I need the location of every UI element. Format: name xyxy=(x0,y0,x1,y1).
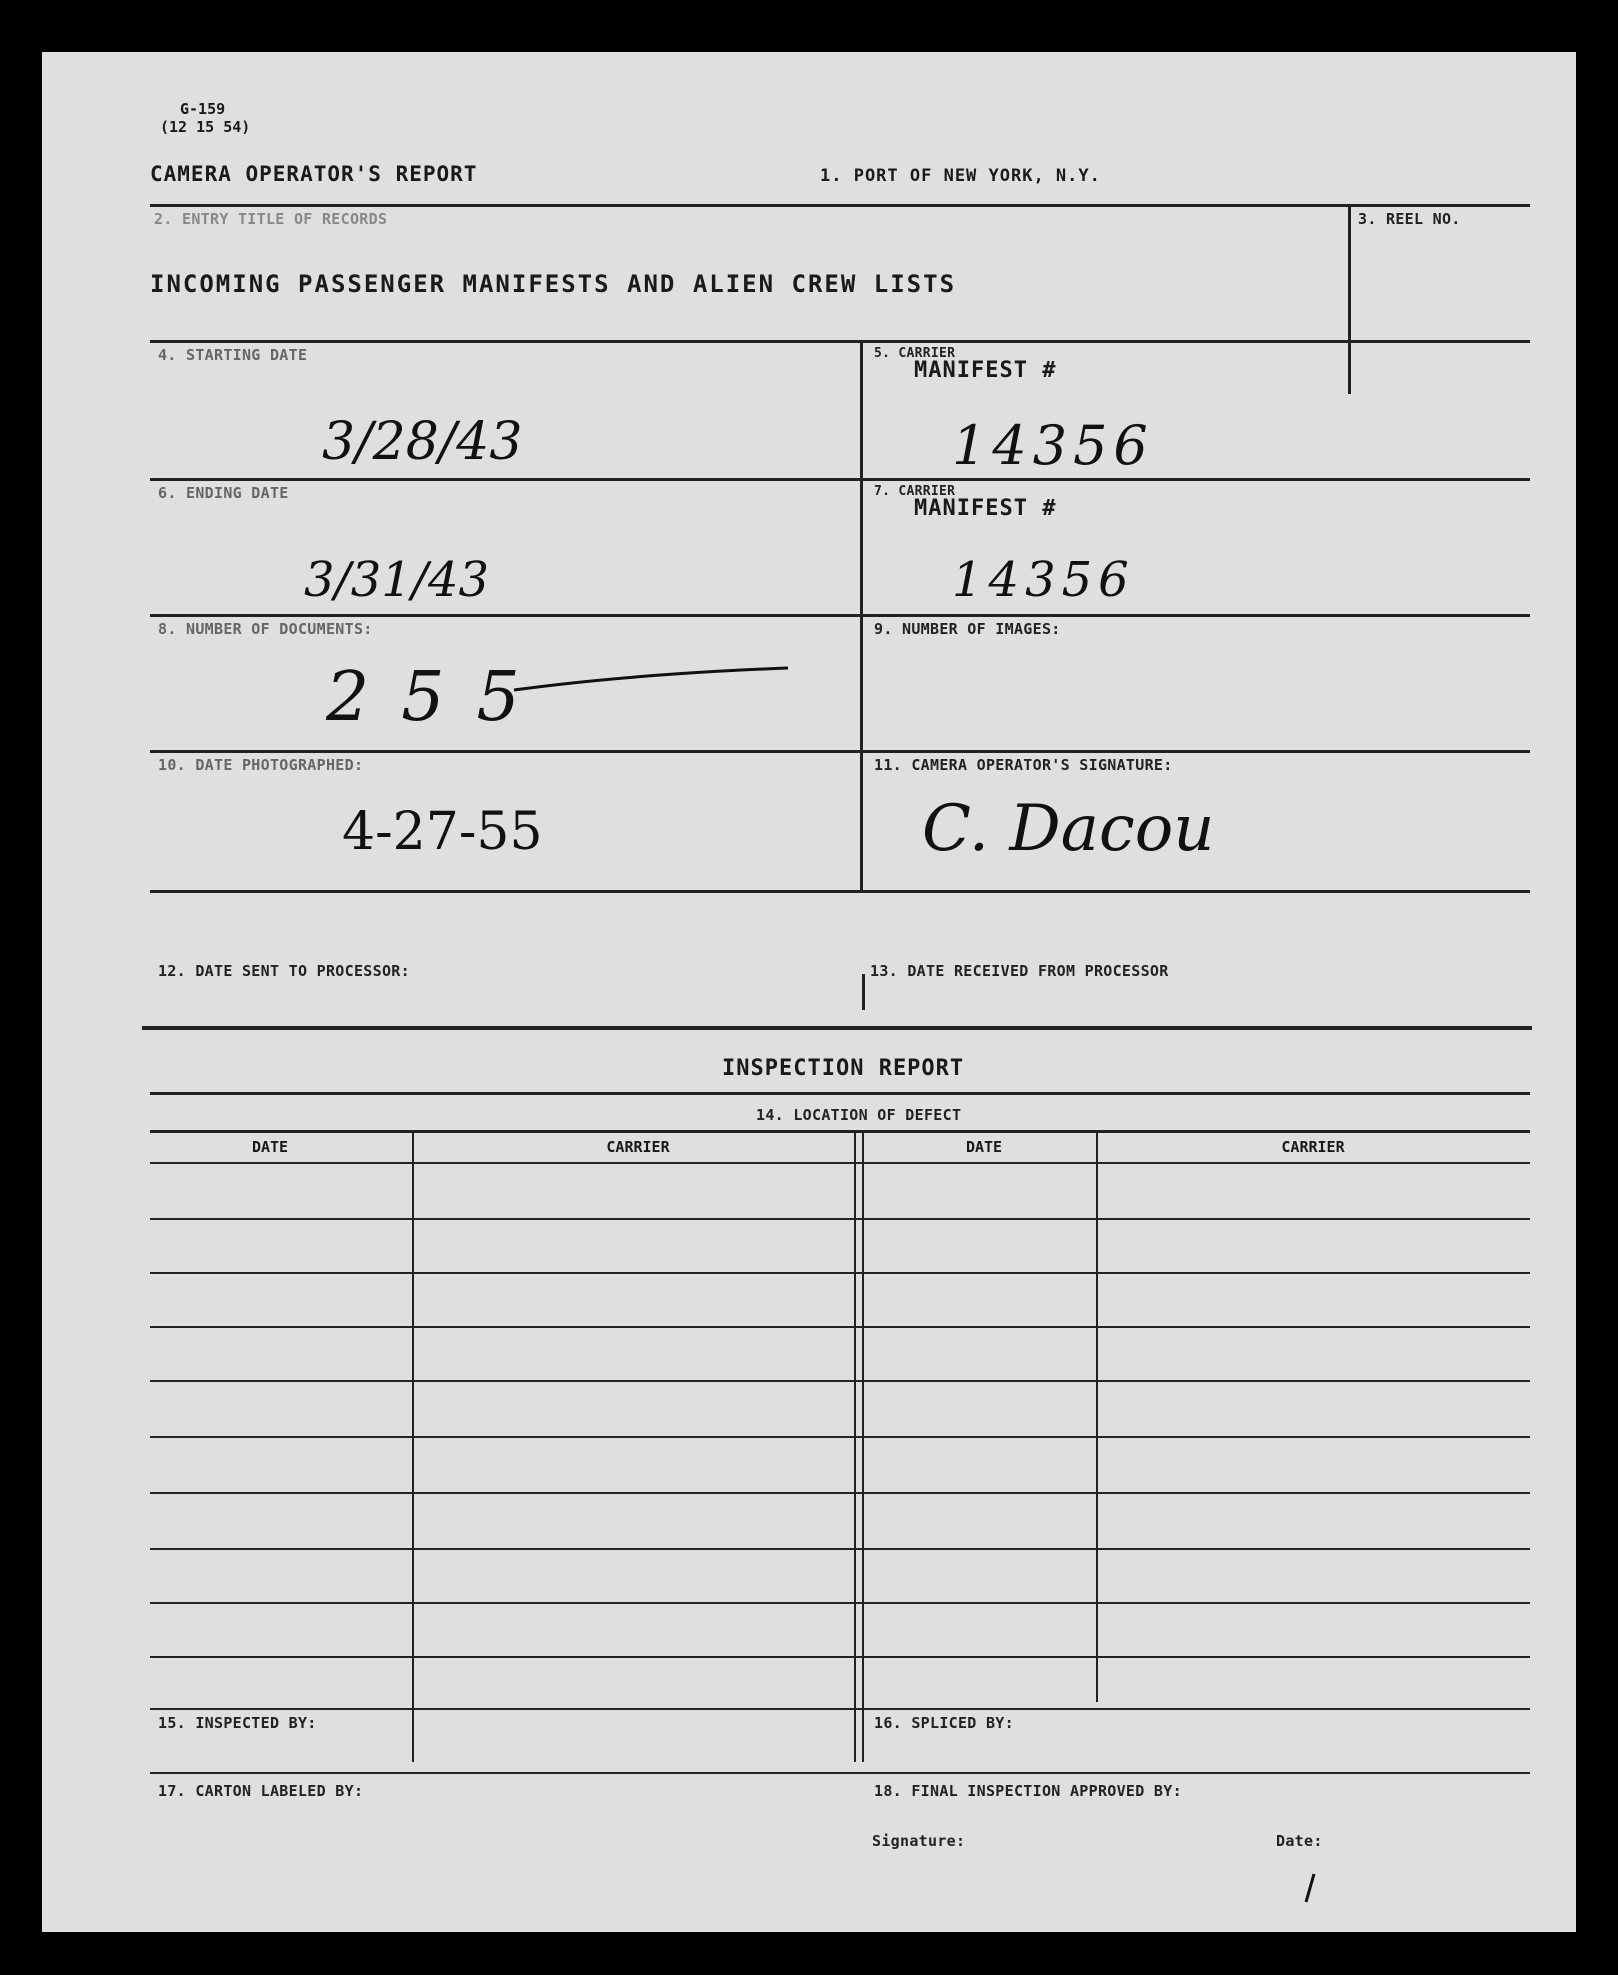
form-page xyxy=(42,52,1576,1932)
column-header-date-2: DATE xyxy=(965,1138,1003,1156)
starting-date-label: 4. STARTING DATE xyxy=(158,346,308,364)
column-header-carrier-1: CARRIER xyxy=(606,1138,670,1156)
handwritten-stroke xyxy=(512,664,792,694)
num-docs-value: 255 xyxy=(326,658,552,737)
carrier5-value: 14356 xyxy=(952,414,1154,477)
starting-date-value: 3/28/43 xyxy=(322,412,523,472)
date-photographed-label: 10. DATE PHOTOGRAPHED: xyxy=(158,756,364,774)
carton-labeled-by-label: 17. CARTON LABELED BY: xyxy=(158,1782,364,1800)
num-images-label: 9. NUMBER OF IMAGES: xyxy=(874,620,1061,638)
final-inspection-label: 18. FINAL INSPECTION APPROVED BY: xyxy=(874,1782,1182,1800)
inspection-heading: INSPECTION REPORT xyxy=(722,1056,965,1081)
title-label: 2. ENTRY TITLE OF RECORDS xyxy=(154,210,388,228)
carrier5-type: MANIFEST # xyxy=(914,358,1057,383)
carrier5-label: 5. CARRIER xyxy=(874,346,956,361)
handwritten-mark xyxy=(1300,1872,1320,1906)
title-value: INCOMING PASSENGER MANIFESTS AND ALIEN CREW LISTS xyxy=(150,270,957,298)
port-of-entry: 1. PORT OF NEW YORK, N.Y. xyxy=(820,166,1101,186)
form-title: CAMERA OPERATOR'S REPORT xyxy=(150,162,478,186)
operator-signature: C. Dacou xyxy=(922,792,1215,866)
inspection-subheading: 14. LOCATION OF DEFECT xyxy=(756,1106,962,1124)
spliced-by-label: 16. SPLICED BY: xyxy=(874,1714,1014,1732)
date-sent-label: 12. DATE SENT TO PROCESSOR: xyxy=(158,962,410,980)
signature-label: Signature: xyxy=(872,1832,966,1850)
inspected-by-label: 15. INSPECTED BY: xyxy=(158,1714,317,1732)
date-received-label: 13. DATE RECEIVED FROM PROCESSOR xyxy=(870,962,1169,980)
form-edition: (12 15 54) xyxy=(160,118,251,136)
reel-label: 3. REEL NO. xyxy=(1358,210,1461,228)
date-label: Date: xyxy=(1276,1832,1323,1850)
form-code: G-159 xyxy=(180,100,226,118)
num-docs-label: 8. NUMBER OF DOCUMENTS: xyxy=(158,620,373,638)
carrier7-value: 14356 xyxy=(952,552,1135,608)
ending-date-label: 6. ENDING DATE xyxy=(158,484,289,502)
ending-date-value: 3/31/43 xyxy=(304,552,490,608)
carrier7-label: 7. CARRIER xyxy=(874,484,956,499)
column-header-carrier-2: CARRIER xyxy=(1281,1138,1345,1156)
carrier7-type: MANIFEST # xyxy=(914,496,1057,521)
column-header-date-1: DATE xyxy=(251,1138,289,1156)
date-photographed-value: 4-27-55 xyxy=(342,802,543,862)
operator-sig-label: 11. CAMERA OPERATOR'S SIGNATURE: xyxy=(874,756,1173,774)
